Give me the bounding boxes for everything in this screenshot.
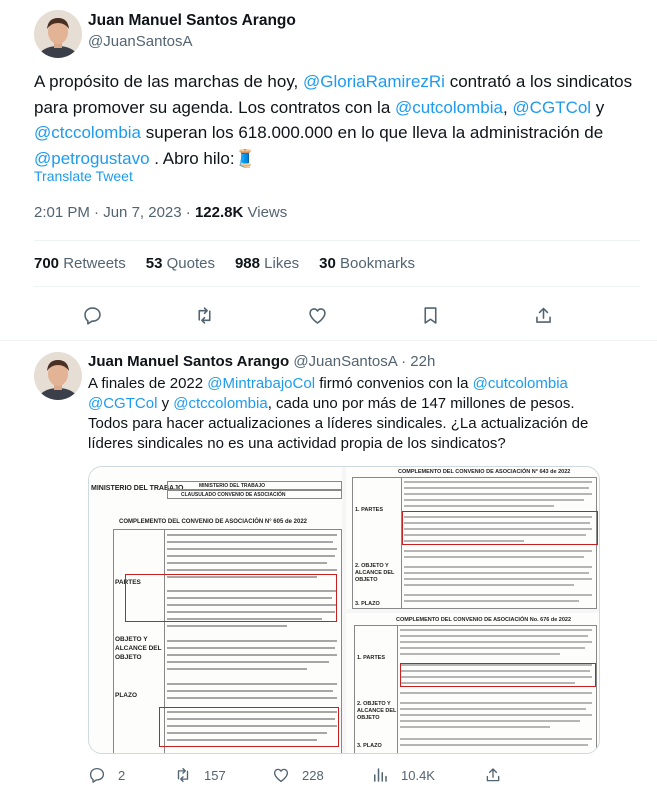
stat-label: Quotes <box>162 255 215 272</box>
tweet-age[interactable]: 22h <box>410 353 436 370</box>
tweet-text <box>34 69 634 171</box>
doc-title: COMPLEMENTO DEL CONVENIO DE ASOCIACIÓN No. 676 de 2022 <box>396 617 572 623</box>
doc-text-lines <box>400 627 594 753</box>
share-icon <box>484 766 502 784</box>
views-count: 122.8K <box>194 204 244 221</box>
mention-link[interactable]: @ctccolombia <box>173 395 268 412</box>
doc-object-label: 2. OBJETO Y ALCANCE DEL OBJETO <box>357 701 397 721</box>
likes-stat[interactable] <box>235 255 299 272</box>
document-image-605[interactable] <box>89 467 342 754</box>
doc-object-label: 2. OBJETO Y ALCANCE DEL OBJETO <box>355 563 395 583</box>
text-segment: superan los 618.000.000 en lo que lleva la administración de <box>141 123 604 142</box>
mention-link[interactable]: @cutcolombia <box>395 97 503 117</box>
reply-icon <box>88 766 106 784</box>
views-icon <box>371 766 389 784</box>
stat-label: Bookmarks <box>335 255 416 272</box>
mention-link[interactable]: @ctccolombia <box>34 123 142 142</box>
reply-actions <box>88 766 608 790</box>
text-segment: . Abro hilo: <box>149 148 235 168</box>
retweet-count: 157 <box>204 767 226 783</box>
bookmarks-stat[interactable] <box>319 255 415 272</box>
reply-icon <box>82 305 103 326</box>
author-avatar[interactable] <box>34 10 82 58</box>
text-segment: firmó convenios con la <box>315 375 473 392</box>
mention-link[interactable]: @cutcolombia <box>472 375 568 392</box>
reply-button[interactable] <box>77 300 107 330</box>
highlight-box <box>125 574 337 622</box>
text-segment: y <box>157 395 174 412</box>
mention-link[interactable]: @GloriaRamirezRi <box>303 72 445 91</box>
stat-number: 53 <box>145 255 163 272</box>
mention-link[interactable]: @MintrabajoCol <box>207 375 316 392</box>
retweet-button[interactable] <box>174 766 226 784</box>
meta-separator: · <box>89 204 104 221</box>
author-handle[interactable]: @JuanSantosA <box>293 353 397 370</box>
engagement-stats <box>34 255 435 272</box>
like-button[interactable] <box>272 766 324 784</box>
retweet-icon <box>174 766 192 784</box>
avatar-portrait-icon <box>34 352 82 400</box>
stat-number: 30 <box>319 255 336 272</box>
tweet-actions <box>34 300 640 330</box>
stat-number: 988 <box>234 255 260 272</box>
doc-clause-header: CLAUSULADO CONVENIO DE ASOCIACIÓN <box>181 492 286 498</box>
tweet-text <box>88 374 618 454</box>
share-button[interactable] <box>528 300 558 330</box>
doc-term-label: PLAZO <box>115 692 138 699</box>
divider <box>0 340 657 341</box>
stat-number: 700 <box>34 255 60 272</box>
like-button[interactable] <box>302 300 332 330</box>
like-icon <box>272 766 290 784</box>
doc-parts-label: 1. PARTES <box>357 655 386 661</box>
meta-separator: · <box>396 353 411 370</box>
like-icon <box>307 305 328 326</box>
doc-title: COMPLEMENTO DEL CONVENIO DE ASOCIACIÓN N° 643 de 2022 <box>398 469 571 475</box>
stat-label: Likes <box>259 255 300 272</box>
doc-parts-label: PARTES <box>115 579 141 586</box>
highlight-box <box>159 707 339 747</box>
views-button[interactable] <box>371 766 435 784</box>
text-segment: y <box>591 97 605 117</box>
share-button[interactable] <box>484 766 502 784</box>
document-image-676[interactable] <box>346 613 600 754</box>
author-avatar[interactable] <box>34 352 82 400</box>
reply-count: 2 <box>118 767 126 783</box>
doc-ministry-header: MINISTERIO DEL TRABAJO <box>199 483 266 489</box>
views-label: Views <box>243 204 288 221</box>
text-segment: A finales de 2022 <box>88 375 208 392</box>
tweet-time[interactable]: 2:01 PM <box>34 204 90 221</box>
text-segment: , cada uno por más de 147 millones de pesos. Todos para hacer actualizaciones a líderes sindicales. ¿La actualización de líderes sindicales no es una actividad propia de los sindicatos? <box>88 395 589 452</box>
doc-parts-label: 1. PARTES <box>355 507 384 513</box>
bookmark-icon <box>420 305 441 326</box>
doc-term-label: 3. PLAZO <box>355 601 380 607</box>
text-segment: contrató a los sindicatos para promover su agenda. Los contratos con la <box>34 72 633 117</box>
text-segment: A propósito de las marchas de hoy, <box>34 72 304 91</box>
quotes-stat[interactable] <box>146 255 215 272</box>
tweet-date[interactable]: Jun 7, 2023 <box>103 204 182 221</box>
author-name[interactable]: Juan Manuel Santos Arango <box>88 353 290 370</box>
author-name[interactable]: Juan Manuel Santos Arango <box>88 12 296 29</box>
doc-ministry-label: MINISTERIO DEL TRABAJO <box>91 485 184 492</box>
reply-button[interactable] <box>88 766 125 784</box>
retweets-stat[interactable] <box>34 255 126 272</box>
views-count: 10.4K <box>401 767 435 783</box>
bookmark-button[interactable] <box>415 300 445 330</box>
retweet-button[interactable] <box>189 300 219 330</box>
like-count: 228 <box>302 767 324 783</box>
mention-link[interactable]: @petrogustavo <box>34 148 150 168</box>
thread-emoji: 🧵 <box>234 148 256 168</box>
doc-term-label: 3. PLAZO <box>357 743 382 749</box>
meta-separator: · <box>181 204 195 221</box>
highlight-box <box>400 663 596 687</box>
retweet-icon <box>194 305 215 326</box>
reply-header <box>88 353 435 370</box>
tweet-meta <box>34 204 287 221</box>
divider <box>34 286 640 287</box>
avatar-portrait-icon <box>34 10 82 58</box>
media-grid[interactable] <box>88 466 600 754</box>
stat-label: Retweets <box>59 255 126 272</box>
share-icon <box>533 305 554 326</box>
doc-object-label: OBJETO Y ALCANCE DEL OBJETO <box>115 636 162 661</box>
translate-tweet-link[interactable]: Translate Tweet <box>34 168 133 184</box>
highlight-box <box>402 511 598 545</box>
mention-link[interactable]: @CGTCol <box>88 395 158 412</box>
document-image-643[interactable] <box>346 467 600 609</box>
text-segment: , <box>502 97 513 117</box>
doc-column <box>354 625 398 754</box>
doc-column <box>352 477 402 609</box>
doc-title: COMPLEMENTO DEL CONVENIO DE ASOCIACIÓN N° 605 de 2022 <box>119 519 307 525</box>
divider <box>34 240 640 241</box>
mention-link[interactable]: @CGTCol <box>512 97 592 117</box>
author-handle[interactable]: @JuanSantosA <box>88 33 193 50</box>
